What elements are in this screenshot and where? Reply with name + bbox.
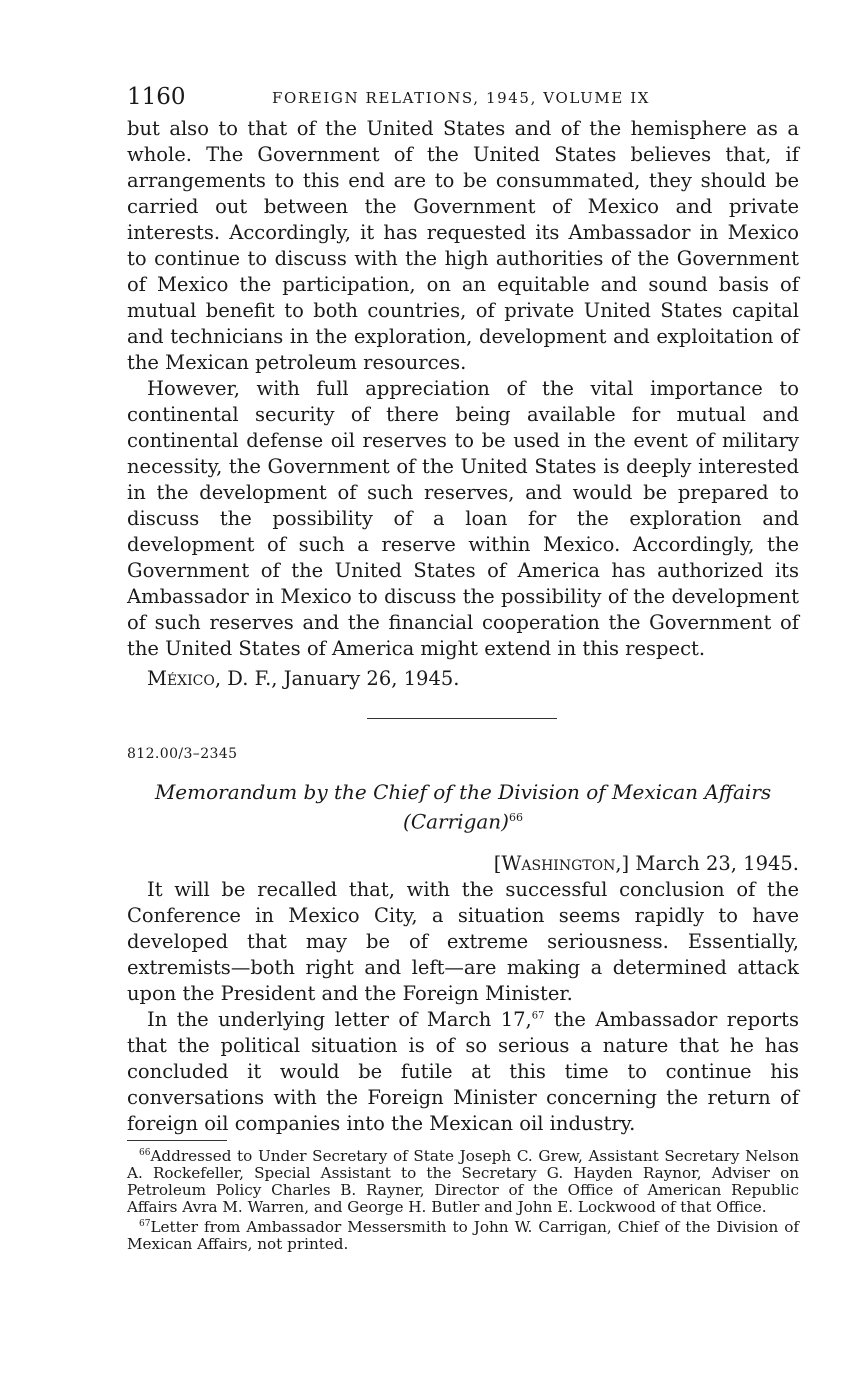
section-divider xyxy=(367,718,557,719)
document-page xyxy=(127,84,799,1253)
file-number: 812.00/3–2345 xyxy=(127,746,238,762)
continued-paragraph: but also to that of the United States and of the hemisphere as a whole. The Government of the United States believes that, if arrangements to this end are to be consummated, they should be carried out between the Government of Mexico and private interests. Accordingly, it has requested its Ambassador in Mexico to continue to discuss with the high authorities of the Government of Mexico the participation, on an equitable and sound basis of mutual benefit to both countries, of private United States capital and technicians in the exploration, development and exploitation of the Mexican petroleum resources. xyxy=(127,117,799,374)
footnote-divider xyxy=(127,1140,227,1141)
page-number: 1160 xyxy=(127,84,186,110)
footnote-text: Letter from Ambassador Messersmith to John W. Carrigan, Chief of the Division of Mexican Affairs, not printed. xyxy=(127,1217,799,1253)
footnote-text: Addressed to Under Secretary of State Joseph C. Grew, Assistant Secretary Nelson A. Rockefeller, Special Assistant to the Secretary G. Hayden Raynor, Adviser on Petroleum Policy Charles B. Rayner, Director of the Office of American Republic Affairs Avra M. Warren, and George H. Butler and John E. Lockwood of that Office. xyxy=(127,1146,799,1216)
footnotes xyxy=(127,1145,799,1253)
dateline-place: México xyxy=(147,667,215,690)
footnote-number: 67 xyxy=(139,1218,151,1229)
memorandum-title-text: Memorandum by the Chief of the Division of Mexican Affairs xyxy=(154,780,772,804)
running-head-title: FOREIGN RELATIONS, 1945, VOLUME IX xyxy=(272,89,651,107)
paragraph-however: However, with full appreciation of the vital importance to continental security of there being available for mutual and continental defense oil reserves to be used in the event of military necessity, the Government of the United States is deeply interested in the development of such reserves, and would be prepared to discuss the possibility of a loan for the exploration and development of such a reserve within Mexico. Accordingly, the Government of the United States of America has authorized its Ambassador in Mexico to discuss the possibility of the development of such reserves and the financial cooperation the Government of the United States of America might extend in this respect. xyxy=(127,377,799,660)
dateline-mexico xyxy=(127,666,799,692)
memorandum-author: (Carrigan) xyxy=(403,809,509,834)
footnote-67 xyxy=(127,1216,799,1253)
memorandum-title xyxy=(127,779,799,835)
footnote-ref-67: 67 xyxy=(531,1010,545,1022)
footnote-66 xyxy=(127,1145,799,1216)
memorandum-date-place: Washington xyxy=(501,851,616,875)
memo-paragraph-1: It will be recalled that, with the successful conclusion of the Conference in Mexico City, a situation seems rapidly to have developed that may be of extreme seriousness. Essentially, extremists—both right and left—are making a determined attack upon the President and the Foreign Minister. xyxy=(127,877,799,1005)
body-text xyxy=(127,116,799,1137)
footnote-number: 66 xyxy=(139,1147,151,1158)
footnote-ref-66: 66 xyxy=(508,811,523,824)
running-head xyxy=(127,84,799,116)
dateline-date: , D. F., January 26, 1945. xyxy=(214,667,460,690)
memorandum-date-text: March 23, 1945. xyxy=(635,851,799,875)
memo-paragraph-2-end: the Ambassador reports that the political situation is of so serious a nature that he has concluded it would be futile at this time to continue his conversations with the Foreign Minister concerning the return of foreign oil companies into the Mexican oil industry. xyxy=(127,1007,799,1135)
memo-paragraph-2 xyxy=(127,1007,799,1137)
memorandum-date: [Washington,] March 23, 1945. xyxy=(493,851,799,875)
memo-paragraph-2-start: In the underlying letter of March 17, xyxy=(147,1007,532,1031)
